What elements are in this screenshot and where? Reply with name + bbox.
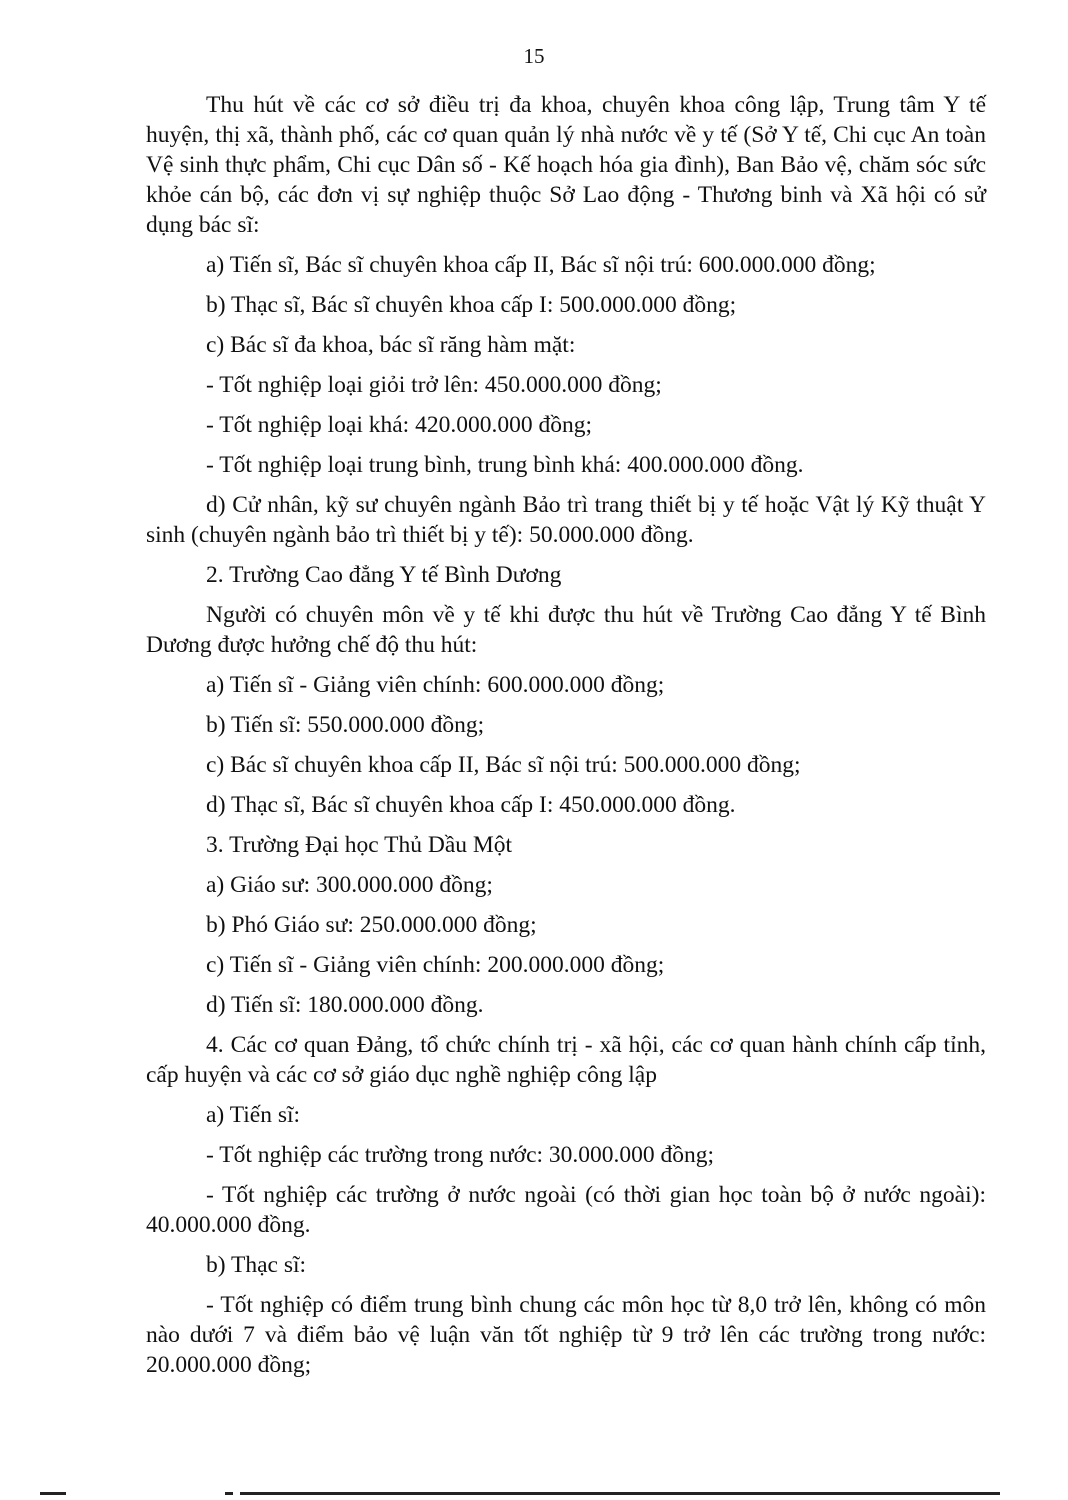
list-item: a) Tiến sĩ - Giảng viên chính: 600.000.000 đồng; [206, 672, 665, 698]
scan-mark [240, 1492, 1000, 1495]
section-heading: 2. Trường Cao đẳng Y tế Bình Dương [206, 562, 562, 588]
list-item: a) Tiến sĩ, Bác sĩ chuyên khoa cấp II, Bác sĩ nội trú: 600.000.000 đồng; [206, 252, 876, 278]
list-item-wrapped: d) Cử nhân, kỹ sư chuyên ngành Bảo trì trang thiết bị y tế hoặc Vật lý Kỹ thuật Y sinh (chuyên ngành bảo trì thiết bị y tế): 50.000.000 đồng. [146, 492, 986, 548]
page-number: 15 [523, 44, 545, 68]
list-item: - Tốt nghiệp các trường trong nước: 30.000.000 đồng; [206, 1142, 715, 1168]
list-item: d) Tiến sĩ: 180.000.000 đồng. [206, 992, 484, 1018]
paragraph-intro: Thu hút về các cơ sở điều trị đa khoa, chuyên khoa công lập, Trung tâm Y tế huyện, thị xã, thành phố, các cơ quan quản lý nhà nước về y tế (Sở Y tế, Chi cục An toàn Vệ sinh thực phẩm, Chi cục Dân số - Kế hoạch hóa gia đình), Ban Bảo vệ, chăm sóc sức khỏe cán bộ, các đơn vị sự nghiệp thuộc Sở Lao động - Thương binh và Xã hội có sử dụng bác sĩ: [146, 92, 986, 238]
list-item: b) Tiến sĩ: 550.000.000 đồng; [206, 712, 485, 738]
list-item: d) Thạc sĩ, Bác sĩ chuyên khoa cấp I: 450.000.000 đồng. [206, 792, 736, 818]
list-item: b) Thạc sĩ, Bác sĩ chuyên khoa cấp I: 500.000.000 đồng; [206, 292, 737, 318]
list-item: - Tốt nghiệp loại trung bình, trung bình khá: 400.000.000 đồng. [206, 452, 804, 478]
scan-mark [225, 1492, 233, 1495]
list-item-wrapped: - Tốt nghiệp các trường ở nước ngoài (có thời gian học toàn bộ ở nước ngoài): 40.000.000 đồng. [146, 1182, 986, 1238]
list-item: c) Tiến sĩ - Giảng viên chính: 200.000.000 đồng; [206, 952, 665, 978]
list-item: b) Phó Giáo sư: 250.000.000 đồng; [206, 912, 537, 938]
list-item: c) Bác sĩ đa khoa, bác sĩ răng hàm mặt: [206, 332, 576, 358]
list-item: c) Bác sĩ chuyên khoa cấp II, Bác sĩ nội trú: 500.000.000 đồng; [206, 752, 801, 778]
list-item: a) Tiến sĩ: [206, 1102, 301, 1128]
list-item-wrapped: - Tốt nghiệp có điểm trung bình chung các môn học từ 8,0 trở lên, không có môn nào dưới 7 và điểm bảo vệ luận văn tốt nghiệp từ 9 trở lên các trường trong nước: 20.000.000 đồng; [146, 1292, 986, 1378]
list-item: - Tốt nghiệp loại khá: 420.000.000 đồng; [206, 412, 592, 438]
footer-scan-marks [0, 1492, 1068, 1496]
section-heading-wrapped: 4. Các cơ quan Đảng, tổ chức chính trị - xã hội, các cơ quan hành chính cấp tỉnh, cấp huyện và các cơ sở giáo dục nghề nghiệp công lập [146, 1032, 986, 1088]
paragraph: Người có chuyên môn về y tế khi được thu hút về Trường Cao đẳng Y tế Bình Dương được hưởng chế độ thu hút: [146, 602, 986, 658]
document-body [146, 90, 986, 1390]
list-item: - Tốt nghiệp loại giỏi trở lên: 450.000.000 đồng; [206, 372, 662, 398]
list-item: b) Thạc sĩ: [206, 1252, 307, 1278]
scan-mark [40, 1492, 66, 1495]
list-item: a) Giáo sư: 300.000.000 đồng; [206, 872, 493, 898]
section-heading: 3. Trường Đại học Thủ Dầu Một [206, 832, 513, 858]
